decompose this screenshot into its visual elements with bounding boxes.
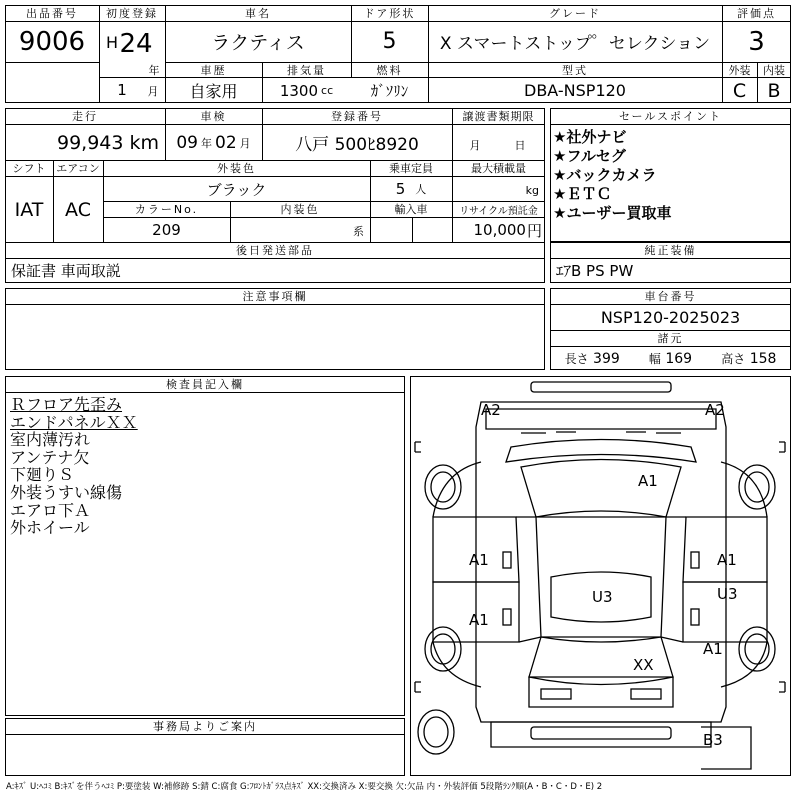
legend: A:ｷｽﾞ U:ﾍｺﾐ B:ｷｽﾞを伴うﾍｺﾐ P:要塗装 W:補修跡 S:錆 C:腐食 G:ﾌﾛﾝﾄｶﾞﾗｽ点ｷｽﾞ XX:交換済み X:要交換 欠:欠品 内・外装評価 5段階ﾗﾝｸ順(A・B・C・D・E) 2 bbox=[6, 782, 603, 792]
reg-month-unit: 月 bbox=[147, 85, 159, 98]
sales-point: ★フルセグ bbox=[553, 147, 626, 165]
displacement-value: 1300 bbox=[279, 81, 319, 100]
load-unit: kg bbox=[525, 184, 539, 197]
sales-points-label: セールスポイント bbox=[618, 110, 722, 123]
recycle-label: リサイクル預託金 bbox=[459, 205, 538, 217]
sales-points-list bbox=[553, 128, 671, 223]
height-label: 高さ bbox=[721, 352, 746, 366]
inspection-label: 車検 bbox=[200, 110, 227, 123]
mileage-unit: km bbox=[129, 131, 159, 154]
transfer-month: 月 bbox=[469, 139, 481, 152]
int-color-label: 内装色 bbox=[280, 203, 320, 216]
recycle bbox=[452, 218, 545, 242]
color-label: 外装色 bbox=[217, 162, 256, 175]
inspector-notes bbox=[10, 396, 138, 537]
chassis-no: NSP120-2025023 bbox=[600, 308, 741, 327]
height: 158 bbox=[749, 351, 777, 367]
lot-no: 9006 bbox=[18, 26, 86, 57]
length: 399 bbox=[593, 351, 620, 367]
inspector-line: 室内薄汚れ bbox=[10, 430, 91, 450]
later-parts: 保証書 車両取説 bbox=[11, 262, 121, 280]
dimensions bbox=[550, 347, 791, 370]
transfer-day: 日 bbox=[514, 139, 526, 152]
sales-point: ★バックカメラ bbox=[553, 166, 657, 184]
fuel-label: 燃料 bbox=[376, 63, 403, 77]
doors: 5 bbox=[382, 29, 397, 54]
width: 169 bbox=[665, 351, 693, 367]
shift: IAT bbox=[14, 198, 44, 221]
insp-month-unit: 月 bbox=[239, 136, 251, 150]
color-no: 209 bbox=[152, 221, 181, 239]
int-color-unit: 系 bbox=[353, 225, 364, 238]
model-label: 型式 bbox=[562, 63, 588, 77]
inspector-line: エアロ下Ａ bbox=[10, 500, 91, 520]
inspection bbox=[165, 125, 262, 160]
mileage bbox=[5, 125, 165, 160]
capacity-label: 乗車定員 bbox=[389, 162, 433, 175]
capacity-value: 5 bbox=[395, 180, 406, 198]
damage-label: A2 bbox=[705, 401, 725, 419]
damage-label: A1 bbox=[469, 551, 489, 569]
recycle-value: 10,000 bbox=[473, 221, 526, 239]
sales-point: ★社外ナビ bbox=[553, 128, 627, 146]
transfer-label: 譲渡書類期限 bbox=[462, 110, 535, 123]
damage-label: A1 bbox=[638, 472, 658, 490]
damage-label: A2 bbox=[481, 401, 501, 419]
history-label: 車歴 bbox=[200, 63, 227, 77]
reg-year-unit: 年 bbox=[148, 63, 160, 77]
equipment-label: 純正装備 bbox=[644, 244, 697, 257]
grade: X スマートストップ゜セレクション bbox=[439, 34, 711, 54]
lot-no-label: 出品番号 bbox=[26, 7, 78, 20]
inspector-line: 下廻りＳ bbox=[10, 465, 75, 485]
damage-diagram bbox=[410, 376, 791, 776]
first-reg-label: 初度登録 bbox=[106, 7, 158, 20]
fuel: ｶﾞｿﾘﾝ bbox=[370, 82, 409, 100]
load-label: 最大積載量 bbox=[471, 162, 526, 175]
grade-label: グレード bbox=[549, 7, 601, 20]
damage-label: A1 bbox=[717, 551, 737, 569]
mileage-label: 走行 bbox=[72, 110, 98, 123]
ext-label: 外装 bbox=[728, 63, 751, 77]
length-label: 長さ bbox=[564, 352, 589, 366]
notes-label: 注意事項欄 bbox=[242, 290, 308, 303]
ac: AC bbox=[65, 198, 91, 221]
score-label: 評価点 bbox=[737, 7, 776, 20]
displacement-label: 排気量 bbox=[287, 63, 326, 77]
ac-label: エアコン bbox=[56, 162, 100, 175]
damage-label: U3 bbox=[717, 585, 738, 603]
damage-label: B3 bbox=[703, 731, 723, 749]
model: DBA-NSP120 bbox=[524, 81, 626, 100]
capacity-unit: 人 bbox=[415, 183, 427, 196]
damage-label: A1 bbox=[469, 611, 489, 629]
reg-month: 1 bbox=[117, 81, 127, 99]
import-label: 輸入車 bbox=[394, 203, 428, 216]
ext-grade: C bbox=[732, 79, 747, 102]
insp-year: 09 bbox=[176, 132, 198, 153]
equipment: ｴｱB PS PW bbox=[556, 262, 634, 280]
office-label: 事務局よりご案内 bbox=[153, 720, 257, 733]
car-outline bbox=[411, 377, 789, 774]
chassis-label: 車台番号 bbox=[644, 290, 697, 303]
car-name-label: 車名 bbox=[245, 7, 271, 20]
inspector-line: 外装うすい線傷 bbox=[10, 482, 123, 502]
insp-month: 02 bbox=[215, 132, 237, 153]
int-grade: B bbox=[767, 79, 781, 102]
spec-label: 諸元 bbox=[657, 332, 684, 345]
sales-point: ★ユーザー買取車 bbox=[553, 204, 672, 222]
capacity bbox=[370, 177, 452, 201]
door-label: ドア形状 bbox=[363, 7, 416, 20]
era: H bbox=[105, 32, 119, 52]
displacement-unit: cc bbox=[321, 84, 334, 97]
history: 自家用 bbox=[189, 82, 238, 101]
width-label: 幅 bbox=[648, 352, 661, 366]
recycle-unit: 円 bbox=[526, 221, 542, 240]
damage-label: XX bbox=[633, 656, 654, 674]
plate-label: 登録番号 bbox=[331, 110, 383, 123]
damage-label: U3 bbox=[592, 588, 613, 606]
damage-label: A1 bbox=[703, 640, 723, 658]
sales-point: ★ＥＴＣ bbox=[553, 185, 612, 203]
displacement bbox=[262, 78, 351, 103]
car-name: ラクティス bbox=[211, 32, 305, 54]
plate: 八戸 500ﾋ8920 bbox=[295, 135, 419, 155]
inspector-line: Ｒフロア先歪み bbox=[10, 395, 123, 414]
inspector-line: 外ホイール bbox=[10, 518, 90, 538]
reg-year: 24 bbox=[119, 29, 153, 59]
score: 3 bbox=[748, 26, 765, 57]
inspector-line: エンドパネルＸＸ bbox=[10, 412, 138, 432]
color: ブラック bbox=[206, 180, 267, 199]
shift-label: シフト bbox=[12, 162, 46, 175]
mileage-value: 99,943 bbox=[57, 131, 124, 154]
insp-year-unit: 年 bbox=[201, 136, 212, 150]
color-no-label: カラーNo. bbox=[134, 203, 199, 216]
inspector-label: 検査員記入欄 bbox=[166, 378, 244, 391]
int-label: 内装 bbox=[763, 63, 785, 77]
inspector-line: アンテナ欠 bbox=[10, 447, 90, 467]
later-parts-label: 後日発送部品 bbox=[236, 244, 314, 257]
